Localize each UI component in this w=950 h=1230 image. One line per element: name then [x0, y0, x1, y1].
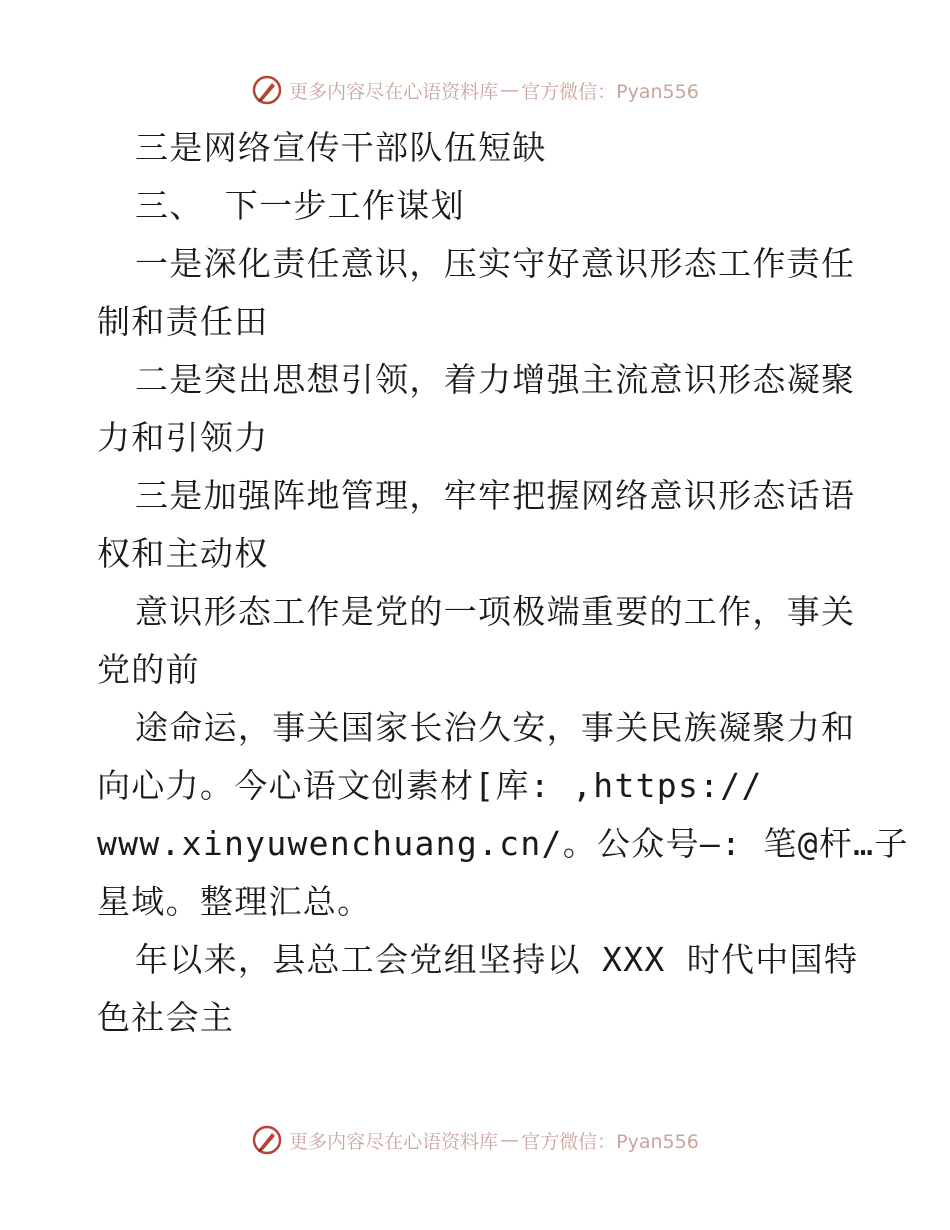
text-line: 年以来，县总工会党组坚持以 XXX 时代中国特	[135, 940, 859, 979]
text-line: 意识形态工作是党的一项极端重要的工作，事关	[135, 592, 856, 631]
watermark-brand-text: 更多内容尽在心语资料库	[289, 1130, 499, 1153]
document-body	[97, 119, 909, 1047]
text-line: 三、 下一步工作谋划	[135, 186, 465, 225]
text-line: 色社会主	[97, 998, 235, 1037]
text-line: 星域。整理汇总。	[97, 882, 372, 921]
text-line: 力和引领力	[97, 418, 269, 457]
watermark-separator: —	[500, 1129, 520, 1151]
pen-logo-icon	[251, 1124, 283, 1156]
text-line: 党的前	[97, 650, 200, 689]
text-line: 途命运，事关国家长治久安，事关民族凝聚力和	[135, 708, 856, 747]
text-line: 三是加强阵地管理，牢牢把握网络意识形态话语	[135, 476, 856, 515]
text-line: 权和主动权	[97, 534, 269, 573]
text-line: 向心力。今心语文创素材[库: ,https://	[97, 766, 763, 805]
pen-logo-icon	[251, 74, 283, 106]
watermark-wechat-text: 官方微信：Pyan556	[521, 80, 699, 103]
text-line: www.xinyuwenchuang.cn/。公众号—: 笔@杆…子	[97, 824, 909, 863]
watermark-wechat-text: 官方微信：Pyan556	[521, 1130, 699, 1153]
watermark-footer	[0, 1120, 950, 1160]
watermark-separator: —	[500, 79, 520, 101]
text-line: 一是深化责任意识，压实守好意识形态工作责任	[135, 244, 856, 283]
text-line: 制和责任田	[97, 302, 269, 341]
watermark-brand-text: 更多内容尽在心语资料库	[289, 80, 499, 103]
text-line: 三是网络宣传干部队伍短缺	[135, 128, 547, 167]
text-line: 二是突出思想引领，着力增强主流意识形态凝聚	[135, 360, 856, 399]
watermark-header	[0, 70, 950, 110]
